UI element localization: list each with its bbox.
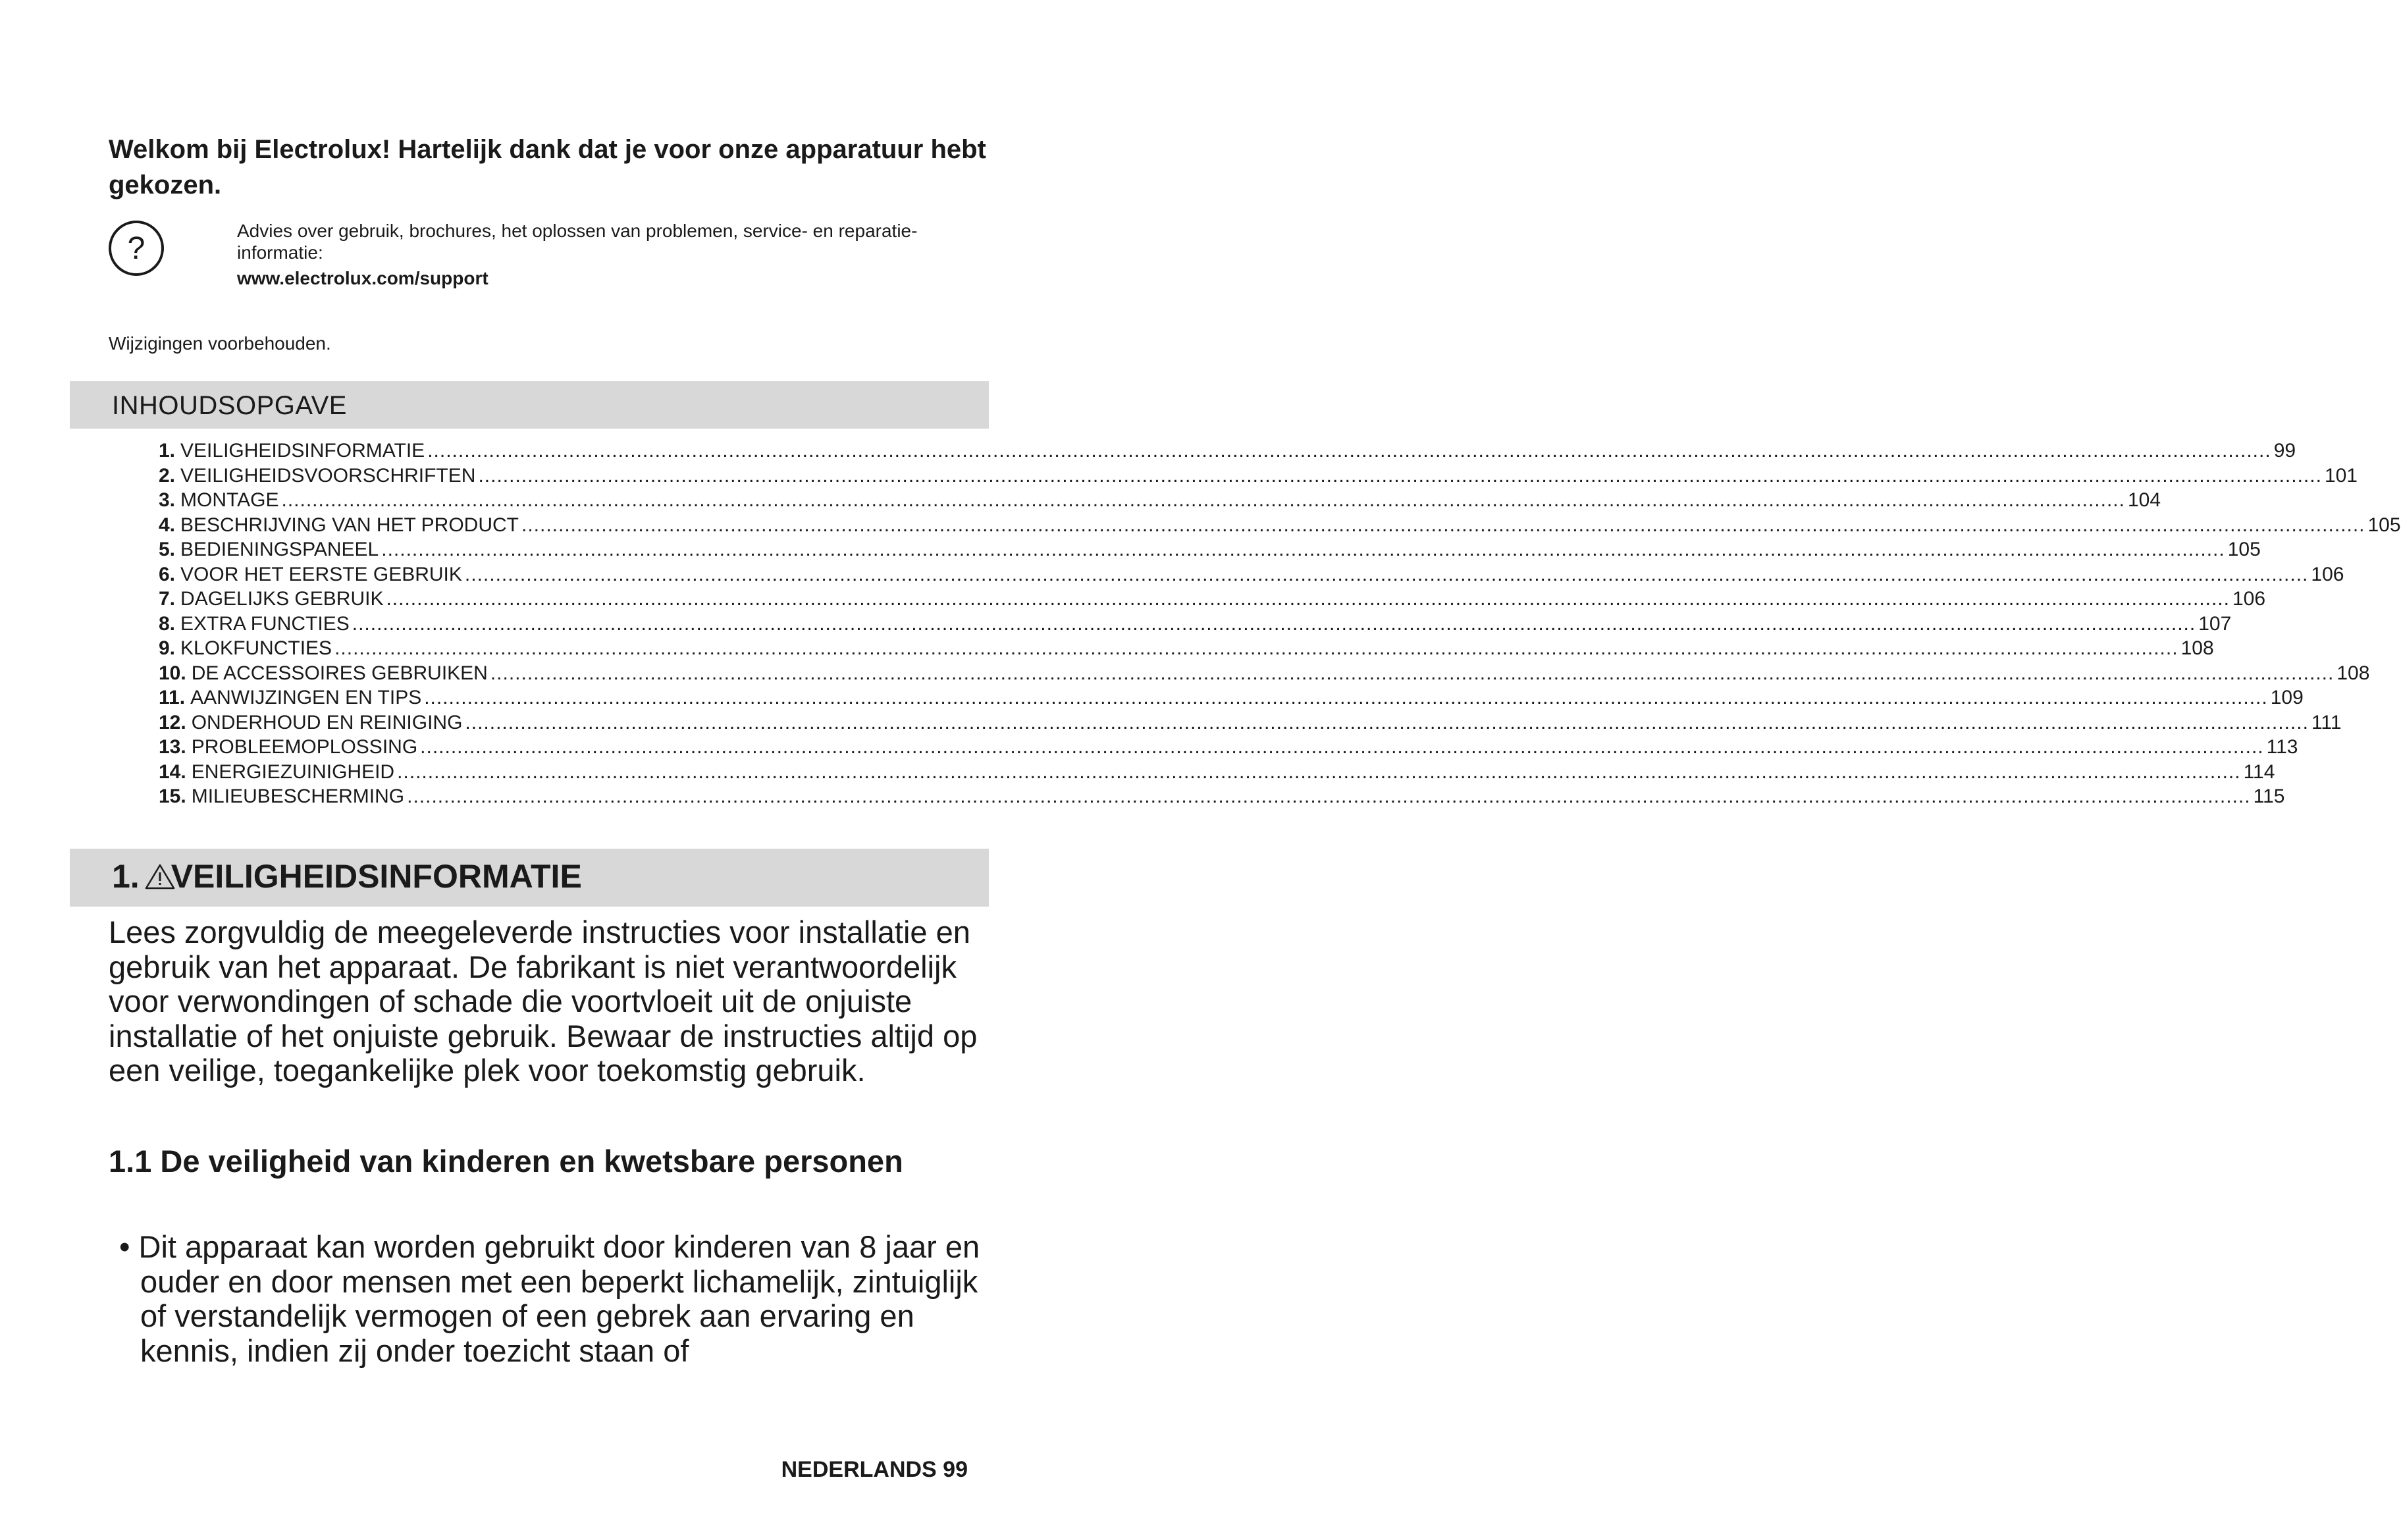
bullet-item xyxy=(109,1230,991,1368)
toc-item-page: 106 xyxy=(2232,588,2266,610)
support-info xyxy=(237,220,988,289)
toc-item-number: 1. xyxy=(159,440,176,462)
toc-item[interactable] xyxy=(159,537,2261,562)
subsection-1-1-bullets xyxy=(109,1230,991,1368)
section-1-body: Lees zorgvuldig de meegeleverde instructies voor installatie en gebruik van het apparaat. De fabrikant is niet verantwoordelijk voor verwondingen of schade die voortvloeit uit de onjuiste installatie of het onjuiste gebruik. Bewaar de instructies altijd op een veilige, toegankelijke plek voor toekomstig gebruik. xyxy=(109,915,978,1088)
toc-leader-dots: ............................................................................................................................................................................................................................................................................................................ xyxy=(464,563,2309,585)
toc-item-number: 8. xyxy=(159,612,176,635)
toc-item-number: 9. xyxy=(159,637,176,659)
toc-list xyxy=(159,438,2401,809)
toc-item-title: MONTAGE xyxy=(180,489,279,511)
support-text: Advies over gebruik, brochures, het oplossen van problemen, service- en reparatie-informatie: xyxy=(237,221,918,263)
toc-item-title: BESCHRIJVING VAN HET PRODUCT xyxy=(180,514,519,536)
toc-item-title: AANWIJZINGEN EN TIPS xyxy=(190,687,422,708)
toc-item[interactable] xyxy=(159,760,2275,785)
toc-item-number: 14. xyxy=(159,760,186,783)
toc-item[interactable] xyxy=(159,661,2370,686)
toc-item-number: 5. xyxy=(159,539,176,560)
toc-item-page: 115 xyxy=(2253,785,2285,807)
toc-item-page: 105 xyxy=(2367,514,2401,536)
toc-leader-dots: ............................................................................................................................................................................................................................................................................................................ xyxy=(334,637,2178,659)
toc-item[interactable] xyxy=(159,735,2298,760)
toc-leader-dots: ............................................................................................................................................................................................................................................................................................................ xyxy=(407,785,2251,807)
toc-leader-dots: ............................................................................................................................................................................................................................................................................................................ xyxy=(281,489,2125,511)
changes-note: Wijzigingen voorbehouden. xyxy=(109,333,331,354)
toc-item-page: 106 xyxy=(2311,563,2344,585)
toc-item-number: 3. xyxy=(159,489,176,511)
section-1-number: 1. xyxy=(112,858,140,895)
toc-item-number: 12. xyxy=(159,711,186,733)
toc-item[interactable] xyxy=(159,587,2266,612)
toc-leader-dots: ............................................................................................................................................................................................................................................................................................................ xyxy=(352,612,2196,635)
toc-leader-dots: ............................................................................................................................................................................................................................................................................................................ xyxy=(420,736,2264,758)
toc-item[interactable] xyxy=(159,513,2401,538)
section-1-title-text: VEILIGHEIDSINFORMATIE xyxy=(171,858,582,895)
toc-item-number: 4. xyxy=(159,514,176,536)
toc-item-page: 105 xyxy=(2227,539,2261,560)
toc-leader-dots: ............................................................................................................................................................................................................................................................................................................ xyxy=(490,662,2335,684)
toc-leader-dots: ............................................................................................................................................................................................................................................................................................................ xyxy=(397,760,2241,783)
toc-leader-dots: ............................................................................................................................................................................................................................................................................................................ xyxy=(386,588,2230,610)
toc-item-number: 13. xyxy=(159,736,186,758)
toc-item[interactable] xyxy=(159,685,2304,710)
toc-item-page: 101 xyxy=(2324,464,2358,487)
toc-item[interactable] xyxy=(159,464,2358,489)
toc-item-number: 10. xyxy=(159,662,186,684)
toc-leader-dots: ............................................................................................................................................................................................................................................................................................................ xyxy=(427,440,2271,462)
toc-item[interactable] xyxy=(159,710,2342,735)
toc-item-page: 99 xyxy=(2273,440,2296,462)
toc-item-page: 114 xyxy=(2243,760,2275,783)
toc-item-page: 104 xyxy=(2127,489,2161,511)
toc-item[interactable] xyxy=(159,488,2161,513)
toc-item-title: PROBLEEMOPLOSSING xyxy=(191,736,418,758)
toc-item-title: EXTRA FUNCTIES xyxy=(180,612,350,635)
section-1-title xyxy=(112,857,582,895)
toc-item-title: ENERGIEZUINIGHEID xyxy=(191,760,395,783)
toc-header-band xyxy=(70,381,989,429)
toc-item-title: VOOR HET EERSTE GEBRUIK xyxy=(180,563,462,585)
toc-item-title: VEILIGHEIDSVOORSCHRIFTEN xyxy=(180,464,476,487)
toc-leader-dots: ............................................................................................................................................................................................................................................................................................................ xyxy=(424,687,2268,708)
toc-leader-dots: ............................................................................................................................................................................................................................................................................................................ xyxy=(465,711,2309,733)
toc-item-page: 108 xyxy=(2180,637,2214,659)
bullet-marker: • xyxy=(119,1229,139,1264)
section-1-header-band xyxy=(70,849,989,907)
toc-heading: INHOUDSOPGAVE xyxy=(112,391,347,420)
toc-item-page: 107 xyxy=(2198,612,2232,635)
toc-item-title: ONDERHOUD EN REINIGING xyxy=(191,711,463,733)
toc-item[interactable] xyxy=(159,784,2285,809)
toc-item-title: BEDIENINGSPANEEL xyxy=(180,539,379,560)
toc-leader-dots: ............................................................................................................................................................................................................................................................................................................ xyxy=(381,539,2225,560)
subsection-1-1-title: 1.1 De veiligheid van kinderen en kwetsbare personen xyxy=(109,1144,903,1179)
toc-item-title: VEILIGHEIDSINFORMATIE xyxy=(180,440,425,462)
toc-item-page: 108 xyxy=(2336,662,2370,684)
toc-item[interactable] xyxy=(159,636,2214,661)
toc-item[interactable] xyxy=(159,562,2344,587)
toc-item[interactable] xyxy=(159,612,2232,637)
toc-item-title: KLOKFUNCTIES xyxy=(180,637,332,659)
toc-leader-dots: ............................................................................................................................................................................................................................................................................................................ xyxy=(521,514,2365,536)
toc-item-number: 11. xyxy=(159,687,186,708)
toc-leader-dots: ............................................................................................................................................................................................................................................................................................................ xyxy=(478,464,2322,487)
toc-item-number: 2. xyxy=(159,464,176,487)
toc-item-page: 111 xyxy=(2311,711,2342,733)
toc-item-number: 6. xyxy=(159,563,176,585)
welcome-heading: Welkom bij Electrolux! Hartelijk dank dat je voor onze apparatuur hebt gekozen. xyxy=(109,135,986,199)
support-link[interactable]: www.electrolux.com/support xyxy=(237,268,488,288)
toc-item-title: DAGELIJKS GEBRUIK xyxy=(180,588,384,610)
toc-item-number: 15. xyxy=(159,785,186,807)
toc-item[interactable] xyxy=(159,438,2296,464)
toc-item-title: DE ACCESSOIRES GEBRUIKEN xyxy=(191,662,488,684)
toc-item-title: MILIEUBESCHERMING xyxy=(191,785,405,807)
svg-text:?: ? xyxy=(127,231,145,266)
toc-item-page: 113 xyxy=(2266,736,2298,758)
help-icon xyxy=(107,219,165,277)
page-footer: NEDERLANDS 99 xyxy=(781,1457,968,1482)
toc-item-number: 7. xyxy=(159,588,176,610)
bullet-text: Dit apparaat kan worden gebruikt door kinderen van 8 jaar en ouder en door mensen met een beperkt lichamelijk, zintuiglijk of verstandelijk vermogen of een gebrek aan ervaring en kennis, indien zij onder toezicht staan of xyxy=(138,1229,980,1368)
toc-item-page: 109 xyxy=(2270,687,2304,708)
